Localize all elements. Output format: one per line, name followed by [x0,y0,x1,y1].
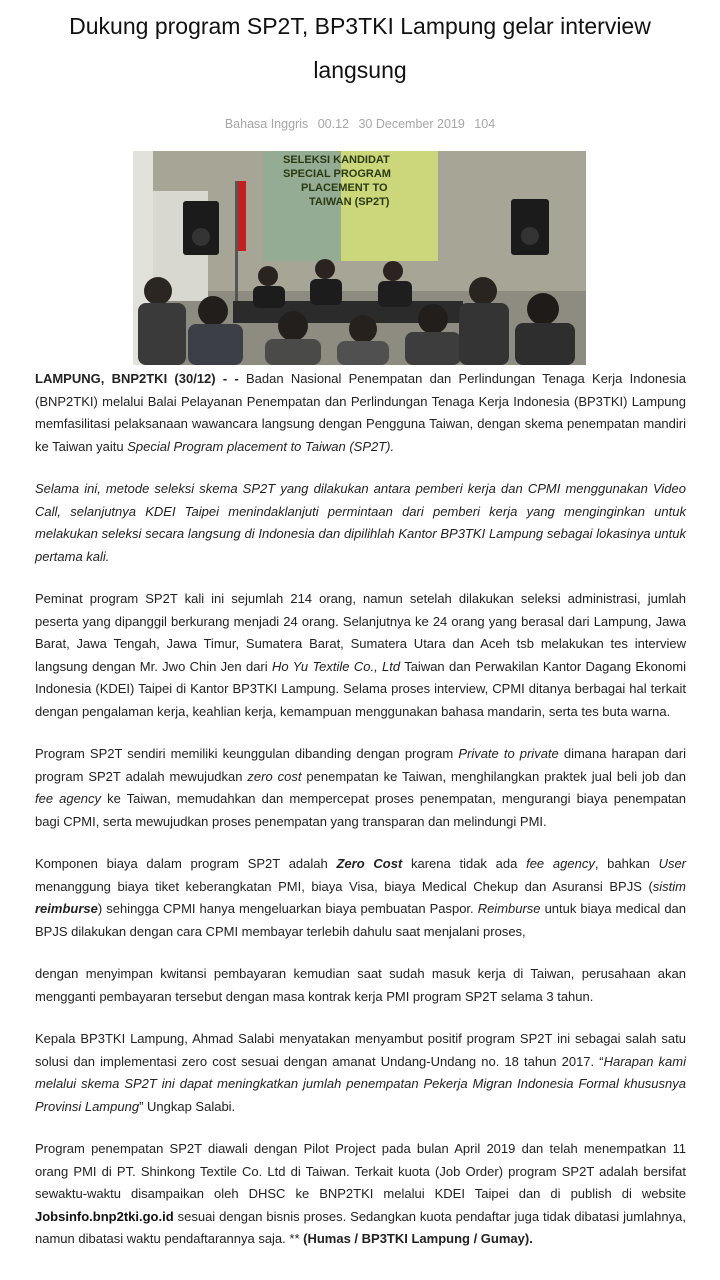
dateline: LAMPUNG, BNP2TKI (30/12) - - [35,371,239,386]
meta-language: Bahasa Inggris [224,117,309,131]
article-title: Dukung program SP2T, BP3TKI Lampung gelar interview langsung [69,13,651,83]
projection-screen [263,151,438,261]
meta-time: 00.12 [317,117,349,131]
article-meta [0,117,720,131]
article-body [35,368,686,1271]
meta-views: 104 [474,117,496,131]
paragraph-7: Kepala BP3TKI Lampung, Ahmad Salabi menyatakan menyambut positif program SP2T ini sebagai salah satu solusi dan implementasi zero cost sesuai dengan amanat Undang-Undang no. 18 tahun 2017. “Harapan kami melalui skema SP2T ini dapat meningkatkan jumlah penempatan Pekerja Migran Indonesia Formal khususnya Provinsi Lampung” Ungkap Salabi. [35,1031,686,1114]
paragraph-4: Program SP2T sendiri memiliki keunggulan dibanding dengan program Private to private dimana harapan dari program SP2T adalah mewujudkan zero cost penempatan ke Taiwan, menghilangkan praktek jual beli job dan fee agency ke Taiwan, memudahkan dan mempercepat proses penempatan, mengurangi biaya penempatan bagi CPMI, serta mewujudkan proses penempatan yang transparan dan melindungi PMI. [35,746,687,829]
paragraph-3: Peminat program SP2T kali ini sejumlah 214 orang, namun setelah dilakukan seleksi administrasi, jumlah peserta yang dipanggil berkurang menjadi 24 orang. Selanjutnya ke 24 orang yang berasal dari Lampung, Jawa Barat, Jawa Tengah, Jawa Timur, Sumatera Barat, Sumatera Utara dan Aceh tsb melakukan tes interview langsung dengan Mr. Jwo Chin Jen dari Ho Yu Textile Co., Ltd Taiwan dan Perwakilan Kantor Dagang Ekonomi Indonesia (KDEI) Taipei di Kantor BP3TKI Lampung. Selama proses interview, CPMI ditanya berbagai hal terkait dengan pengalaman kerja, keahlian kerja, kemampuan menggunakan bahasa mandarin, serta tes buta warna. [35,591,686,719]
paragraph-6: dengan menyimpan kwitansi pembayaran kemudian saat sudah masuk kerja di Taiwan, perusahaan akan mengganti pembayaran tersebut dengan masa kontrak kerja PMI program SP2T selama 3 tahun. [35,966,686,1004]
banner-line-1: SELEKSI KANDIDAT [283,154,390,166]
meta-date: 30 December 2019 [358,117,465,131]
banner-line-2: SPECIAL PROGRAM [283,168,391,180]
paragraph-8: Program penempatan SP2T diawali dengan Pilot Project pada bulan April 2019 dan telah menempatkan 11 orang PMI di PT. Shinkong Textile Co. Ltd di Taiwan. Terkait kuota (Job Order) program SP2T adalah bersifat sewaktu-waktu disampaikan oleh DHSC ke BNP2TKI melalui KDEI Taipei dan di publish di website Jobsinfo.bnp2tki.go.id sesuai dengan bisnis proses. Sedangkan kuota pendaftar juga tidak dibatasi jumlahnya, namun dibatasi waktu pendaftarannya saja. ** (Humas / BP3TKI Lampung / Gumay). [35,1141,686,1246]
paragraph-1: LAMPUNG, BNP2TKI (30/12) - - Badan Nasional Penempatan dan Perlindungan Tenaga Kerja Indonesia (BNP2TKI) melalui Balai Pelayanan Penempatan dan Perlindungan Tenaga Kerja Indonesia (BP3TKI) Lampung memfasilitasi pelaksanaan wawancara langsung dengan Pengguna Taiwan, dengan skema penempatan mandiri ke Taiwan yaitu Special Program placement to Taiwan (SP2T). [35,371,686,454]
paragraph-5: Komponen biaya dalam program SP2T adalah Zero Cost karena tidak ada fee agency, bahkan User menanggung biaya tiket keberangkatan PMI, biaya Visa, biaya Medical Chekup dan Asuransi BPJS (sistim reimburse) sehingga CPMI hanya mengeluarkan biaya pembuatan Paspor. Reimburse untuk biaya medical dan BPJS dilakukan dengan cara CPMI membayar terlebih dahulu saat menjalani proses, [35,856,687,939]
banner-line-3: PLACEMENT TO [301,182,388,194]
article-credit: (Humas / BP3TKI Lampung / Gumay). [303,1231,533,1246]
article-photo [133,151,586,365]
jobsinfo-link[interactable]: Jobsinfo.bnp2tki.go.id [35,1208,174,1224]
banner-line-4: TAIWAN (SP2T) [309,196,390,208]
paragraph-2: Selama ini, metode seleksi skema SP2T yang dilakukan antara pemberi kerja dan CPMI menggunakan Video Call, selanjutnya KDEI Taipei menindaklanjuti permintaan dari pemberi kerja yang menginginkan untuk melakukan seleksi secara langsung di Indonesia dan dipilihlah Kantor BP3TKI Lampung sebagai lokasinya untuk pertama kali. [35,481,686,564]
